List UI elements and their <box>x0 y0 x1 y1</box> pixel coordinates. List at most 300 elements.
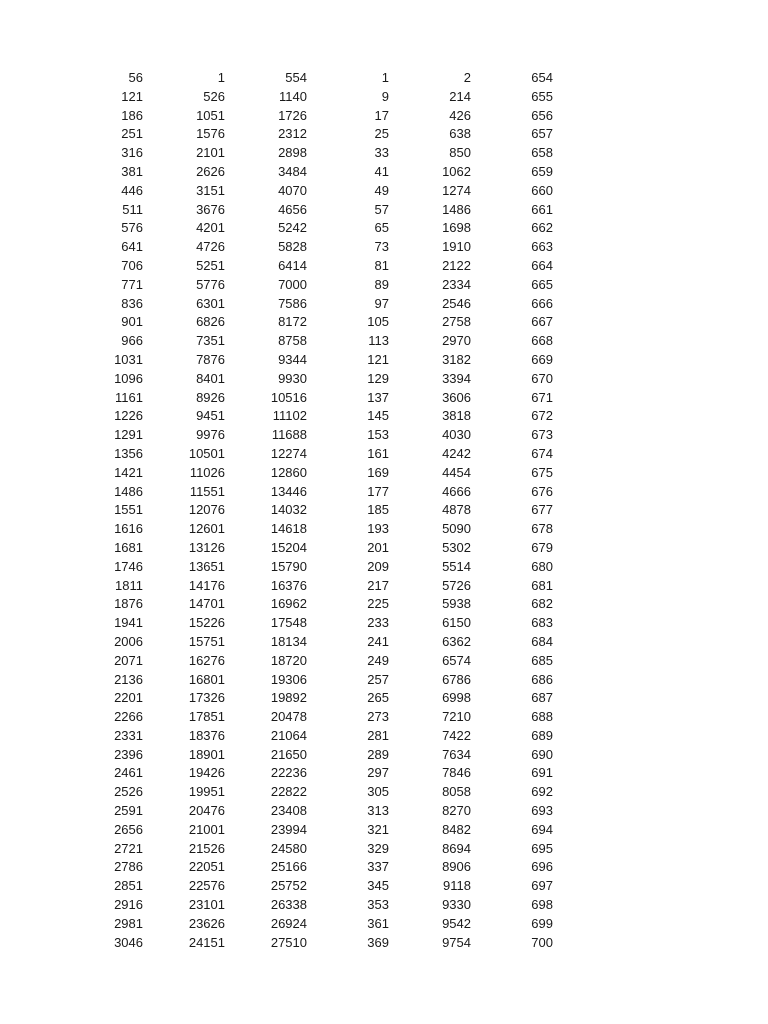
table-cell: 4666 <box>442 483 471 499</box>
table-row <box>64 821 556 840</box>
table-cell: 1 <box>217 70 225 85</box>
table-cell: 8694 <box>442 840 471 856</box>
table-cell: 4726 <box>196 239 225 255</box>
table-cell: 2546 <box>442 295 471 311</box>
table-cell: 16276 <box>188 652 225 668</box>
table-cell: 11688 <box>271 427 307 443</box>
table-cell: 1161 <box>115 389 143 405</box>
table-cell: 1062 <box>442 163 471 179</box>
table-cell: 185 <box>367 502 389 518</box>
table-cell: 1551 <box>114 502 143 518</box>
table-row <box>64 257 556 276</box>
table-cell: 1096 <box>114 370 143 386</box>
table-cell: 121 <box>367 351 389 367</box>
table-row <box>64 783 556 802</box>
table-cell: 2970 <box>442 333 471 349</box>
table-cell: 21064 <box>270 727 307 743</box>
table-cell: 6998 <box>442 690 471 706</box>
table-cell: 73 <box>374 239 389 255</box>
table-cell: 2916 <box>114 897 143 913</box>
table-cell: 22051 <box>188 859 225 875</box>
table-cell: 771 <box>121 276 143 292</box>
table-cell: 2334 <box>442 276 471 292</box>
table-cell: 2526 <box>114 784 143 800</box>
table-cell: 658 <box>531 145 553 161</box>
table-row <box>64 595 556 614</box>
table-cell: 17 <box>374 107 389 123</box>
table-row <box>64 445 556 464</box>
table-cell: 691 <box>531 765 553 781</box>
table-cell: 3606 <box>442 389 471 405</box>
table-cell: 641 <box>121 239 143 255</box>
table-row <box>64 144 556 163</box>
table-cell: 706 <box>121 257 143 273</box>
table-cell: 7351 <box>196 333 225 349</box>
table-cell: 16962 <box>270 596 307 612</box>
table-cell: 20478 <box>270 709 307 725</box>
table-cell: 685 <box>531 652 553 668</box>
table-row <box>64 915 556 934</box>
table-cell: 1681 <box>114 539 143 555</box>
table-cell: 56 <box>128 70 143 85</box>
table-cell: 3676 <box>196 201 225 217</box>
table-row <box>64 407 556 426</box>
table-cell: 19892 <box>270 690 307 706</box>
table-cell: 2758 <box>442 314 471 330</box>
table-cell: 4201 <box>196 220 225 236</box>
table-cell: 5251 <box>196 257 225 273</box>
table-cell: 2851 <box>114 878 143 894</box>
table-cell: 8270 <box>442 803 471 819</box>
table-cell: 313 <box>367 803 389 819</box>
table-row <box>64 426 556 445</box>
table-row <box>64 163 556 182</box>
table-cell: 14701 <box>188 596 225 612</box>
table-cell: 684 <box>531 633 553 649</box>
table-cell: 699 <box>531 915 553 931</box>
table-cell: 257 <box>367 671 389 687</box>
table-cell: 20476 <box>188 803 225 819</box>
table-cell: 3046 <box>114 934 143 950</box>
table-cell: 576 <box>121 220 143 236</box>
table-cell: 169 <box>367 464 389 480</box>
table-row <box>64 351 556 370</box>
table-cell: 381 <box>121 163 143 179</box>
table-cell: 697 <box>531 878 553 894</box>
table-cell: 12601 <box>188 521 225 537</box>
table-cell: 660 <box>531 182 553 198</box>
table-cell: 4878 <box>442 502 471 518</box>
table-cell: 668 <box>531 333 553 349</box>
table-row <box>64 88 556 107</box>
table-cell: 19951 <box>188 784 225 800</box>
table-cell: 7422 <box>442 727 471 743</box>
table-cell: 10516 <box>270 389 307 405</box>
table-cell: 11026 <box>189 464 225 480</box>
table-cell: 21650 <box>270 746 307 762</box>
table-cell: 661 <box>531 201 553 217</box>
table-row <box>64 276 556 295</box>
number-table-body <box>64 69 556 952</box>
table-cell: 19306 <box>270 671 307 687</box>
table-cell: 554 <box>285 70 307 85</box>
table-cell: 1941 <box>114 615 143 631</box>
table-row <box>64 802 556 821</box>
table-cell: 7634 <box>442 746 471 762</box>
table-cell: 105 <box>367 314 389 330</box>
table-cell: 193 <box>367 521 389 537</box>
table-cell: 2136 <box>114 671 143 687</box>
table-cell: 669 <box>531 351 553 367</box>
table-cell: 5514 <box>442 558 471 574</box>
table-cell: 121 <box>121 88 143 104</box>
table-cell: 89 <box>374 276 389 292</box>
table-cell: 6301 <box>196 295 225 311</box>
table-cell: 2331 <box>114 727 143 743</box>
table-cell: 13446 <box>270 483 307 499</box>
table-cell: 675 <box>531 464 553 480</box>
table-cell: 836 <box>121 295 143 311</box>
table-row <box>64 840 556 859</box>
table-cell: 901 <box>121 314 143 330</box>
table-cell: 81 <box>374 257 389 273</box>
table-cell: 8482 <box>442 821 471 837</box>
table-cell: 1486 <box>442 201 471 217</box>
table-cell: 9542 <box>442 915 471 931</box>
table-cell: 689 <box>531 727 553 743</box>
table-cell: 687 <box>531 690 553 706</box>
table-cell: 1051 <box>196 107 225 123</box>
table-cell: 673 <box>531 427 553 443</box>
table-cell: 663 <box>531 239 553 255</box>
table-cell: 9 <box>381 88 389 104</box>
table-cell: 18134 <box>270 633 307 649</box>
table-cell: 41 <box>374 163 389 179</box>
table-cell: 297 <box>367 765 389 781</box>
table-cell: 19426 <box>188 765 225 781</box>
table-cell: 15226 <box>188 615 225 631</box>
table-cell: 265 <box>367 690 389 706</box>
table-cell: 145 <box>367 408 389 424</box>
table-cell: 10501 <box>188 445 225 461</box>
table-cell: 676 <box>531 483 553 499</box>
table-cell: 14032 <box>270 502 307 518</box>
table-cell: 153 <box>367 427 389 443</box>
table-cell: 186 <box>121 107 143 123</box>
table-cell: 1910 <box>442 239 471 255</box>
table-row <box>64 238 556 257</box>
table-cell: 26338 <box>270 897 307 913</box>
table-row <box>64 501 556 520</box>
table-cell: 17548 <box>270 615 307 631</box>
table-row <box>64 633 556 652</box>
table-cell: 12860 <box>270 464 307 480</box>
table-cell: 5938 <box>442 596 471 612</box>
table-row <box>64 370 556 389</box>
table-cell: 686 <box>531 671 553 687</box>
table-cell: 2071 <box>114 652 143 668</box>
table-cell: 18901 <box>188 746 225 762</box>
table-cell: 9118 <box>443 878 471 894</box>
table-cell: 681 <box>531 577 553 593</box>
table-cell: 11102 <box>272 408 307 424</box>
table-cell: 8906 <box>442 859 471 875</box>
table-cell: 426 <box>449 107 471 123</box>
table-cell: 4656 <box>278 201 307 217</box>
table-cell: 13126 <box>188 539 225 555</box>
table-cell: 1576 <box>196 126 225 142</box>
table-cell: 65 <box>374 220 389 236</box>
table-cell: 5242 <box>278 220 307 236</box>
table-row <box>64 934 556 953</box>
table-cell: 18720 <box>270 652 307 668</box>
table-cell: 4454 <box>442 464 471 480</box>
table-cell: 281 <box>367 727 389 743</box>
table-cell: 233 <box>367 615 389 631</box>
table-cell: 23626 <box>188 915 225 931</box>
spreadsheet-page <box>64 69 564 952</box>
table-cell: 8926 <box>196 389 225 405</box>
table-cell: 678 <box>531 521 553 537</box>
table-cell: 2101 <box>196 145 225 161</box>
table-row <box>64 483 556 502</box>
table-cell: 8172 <box>278 314 307 330</box>
table-cell: 16376 <box>270 577 307 593</box>
table-cell: 2 <box>463 70 471 85</box>
table-cell: 3394 <box>442 370 471 386</box>
table-cell: 23101 <box>188 897 225 913</box>
table-cell: 7846 <box>442 765 471 781</box>
table-cell: 655 <box>531 88 553 104</box>
table-cell: 18376 <box>188 727 225 743</box>
table-cell: 6786 <box>442 671 471 687</box>
table-cell: 690 <box>531 746 553 762</box>
table-cell: 25 <box>374 126 389 142</box>
table-cell: 1726 <box>278 107 307 123</box>
table-cell: 345 <box>367 878 389 894</box>
table-cell: 16801 <box>188 671 225 687</box>
table-cell: 14176 <box>188 577 225 593</box>
table-cell: 1274 <box>442 182 471 198</box>
table-cell: 2461 <box>114 765 143 781</box>
number-table <box>64 69 556 952</box>
table-row <box>64 877 556 896</box>
table-row <box>64 896 556 915</box>
table-cell: 13651 <box>188 558 225 574</box>
table-cell: 9344 <box>278 351 307 367</box>
table-cell: 2266 <box>114 709 143 725</box>
table-cell: 316 <box>121 145 143 161</box>
table-cell: 1811 <box>115 577 143 593</box>
table-cell: 161 <box>367 445 389 461</box>
table-cell: 24151 <box>188 934 225 950</box>
table-cell: 337 <box>367 859 389 875</box>
table-cell: 12076 <box>188 502 225 518</box>
table-cell: 21526 <box>188 840 225 856</box>
table-cell: 9754 <box>442 934 471 950</box>
table-cell: 2721 <box>114 840 143 856</box>
table-row <box>64 125 556 144</box>
table-cell: 24580 <box>270 840 307 856</box>
table-cell: 113 <box>368 333 389 349</box>
table-cell: 1486 <box>114 483 143 499</box>
table-row <box>64 389 556 408</box>
table-cell: 692 <box>531 784 553 800</box>
table-row <box>64 520 556 539</box>
table-cell: 7210 <box>442 709 471 725</box>
table-cell: 26924 <box>270 915 307 931</box>
table-cell: 6826 <box>196 314 225 330</box>
table-cell: 2898 <box>278 145 307 161</box>
table-cell: 664 <box>531 257 553 273</box>
table-cell: 446 <box>121 182 143 198</box>
table-row <box>64 671 556 690</box>
table-cell: 4070 <box>278 182 307 198</box>
table-cell: 6362 <box>442 633 471 649</box>
table-cell: 21001 <box>188 821 225 837</box>
table-cell: 1421 <box>114 464 143 480</box>
table-row <box>64 313 556 332</box>
table-cell: 5090 <box>442 521 471 537</box>
table-cell: 6150 <box>442 615 471 631</box>
table-cell: 7000 <box>278 276 307 292</box>
table-cell: 22576 <box>188 878 225 894</box>
table-cell: 1356 <box>114 445 143 461</box>
table-cell: 674 <box>531 445 553 461</box>
table-cell: 966 <box>121 333 143 349</box>
table-cell: 850 <box>449 145 471 161</box>
table-cell: 137 <box>367 389 389 405</box>
table-cell: 662 <box>531 220 553 236</box>
table-cell: 289 <box>367 746 389 762</box>
table-cell: 5776 <box>196 276 225 292</box>
table-cell: 8401 <box>196 370 225 386</box>
table-cell: 321 <box>367 821 389 837</box>
table-cell: 1140 <box>279 88 307 104</box>
table-cell: 3151 <box>196 182 225 198</box>
table-cell: 526 <box>203 88 225 104</box>
table-row <box>64 295 556 314</box>
table-cell: 353 <box>367 897 389 913</box>
table-cell: 696 <box>531 859 553 875</box>
table-cell: 15204 <box>270 539 307 555</box>
table-cell: 683 <box>531 615 553 631</box>
table-cell: 329 <box>367 840 389 856</box>
table-cell: 694 <box>531 821 553 837</box>
table-cell: 15751 <box>188 633 225 649</box>
table-row <box>64 858 556 877</box>
table-cell: 700 <box>531 934 553 950</box>
table-cell: 1746 <box>114 558 143 574</box>
table-cell: 2312 <box>278 126 307 142</box>
table-cell: 2201 <box>114 690 143 706</box>
table-cell: 511 <box>122 201 143 217</box>
table-cell: 677 <box>531 502 553 518</box>
table-cell: 2656 <box>114 821 143 837</box>
table-cell: 698 <box>531 897 553 913</box>
table-cell: 666 <box>531 295 553 311</box>
table-row <box>64 464 556 483</box>
table-cell: 2591 <box>114 803 143 819</box>
table-cell: 2006 <box>114 633 143 649</box>
table-cell: 9330 <box>442 897 471 913</box>
table-cell: 1291 <box>114 427 143 443</box>
table-row <box>64 708 556 727</box>
table-cell: 305 <box>367 784 389 800</box>
table-cell: 3818 <box>442 408 471 424</box>
table-row <box>64 201 556 220</box>
table-cell: 22236 <box>270 765 307 781</box>
table-cell: 1031 <box>114 351 143 367</box>
table-cell: 679 <box>531 539 553 555</box>
table-cell: 15790 <box>270 558 307 574</box>
table-cell: 2396 <box>114 746 143 762</box>
table-cell: 671 <box>531 389 553 405</box>
table-cell: 23994 <box>270 821 307 837</box>
table-cell: 7586 <box>278 295 307 311</box>
table-cell: 11551 <box>189 483 225 499</box>
table-cell: 667 <box>531 314 553 330</box>
table-cell: 27510 <box>270 934 307 950</box>
table-cell: 3484 <box>278 163 307 179</box>
table-cell: 4030 <box>442 427 471 443</box>
table-cell: 659 <box>531 163 553 179</box>
table-cell: 1 <box>381 70 389 85</box>
table-cell: 3182 <box>442 351 471 367</box>
table-cell: 5828 <box>278 239 307 255</box>
table-row <box>64 219 556 238</box>
table-row <box>64 764 556 783</box>
table-cell: 688 <box>531 709 553 725</box>
table-row <box>64 182 556 201</box>
table-cell: 12274 <box>270 445 307 461</box>
table-cell: 6414 <box>278 257 307 273</box>
table-cell: 2786 <box>114 859 143 875</box>
table-cell: 177 <box>367 483 389 499</box>
table-cell: 657 <box>531 126 553 142</box>
table-cell: 214 <box>449 88 471 104</box>
table-cell: 656 <box>531 107 553 123</box>
table-cell: 1616 <box>114 521 143 537</box>
table-cell: 695 <box>531 840 553 856</box>
table-cell: 1226 <box>114 408 143 424</box>
table-cell: 682 <box>531 596 553 612</box>
table-cell: 17326 <box>188 690 225 706</box>
table-cell: 251 <box>121 126 143 142</box>
table-cell: 8758 <box>278 333 307 349</box>
table-cell: 225 <box>367 596 389 612</box>
table-cell: 9451 <box>196 408 225 424</box>
table-cell: 9976 <box>196 427 225 443</box>
table-cell: 2626 <box>196 163 225 179</box>
table-cell: 97 <box>374 295 389 311</box>
table-row <box>64 558 556 577</box>
table-cell: 129 <box>367 370 389 386</box>
table-row <box>64 107 556 126</box>
table-cell: 361 <box>367 915 389 931</box>
table-cell: 369 <box>367 934 389 950</box>
table-cell: 7876 <box>196 351 225 367</box>
table-cell: 654 <box>531 70 553 85</box>
table-cell: 638 <box>449 126 471 142</box>
table-cell: 670 <box>531 370 553 386</box>
table-cell: 25752 <box>270 878 307 894</box>
table-cell: 241 <box>367 633 389 649</box>
table-cell: 17851 <box>188 709 225 725</box>
table-cell: 25166 <box>270 859 307 875</box>
table-cell: 665 <box>531 276 553 292</box>
table-row <box>64 69 556 88</box>
